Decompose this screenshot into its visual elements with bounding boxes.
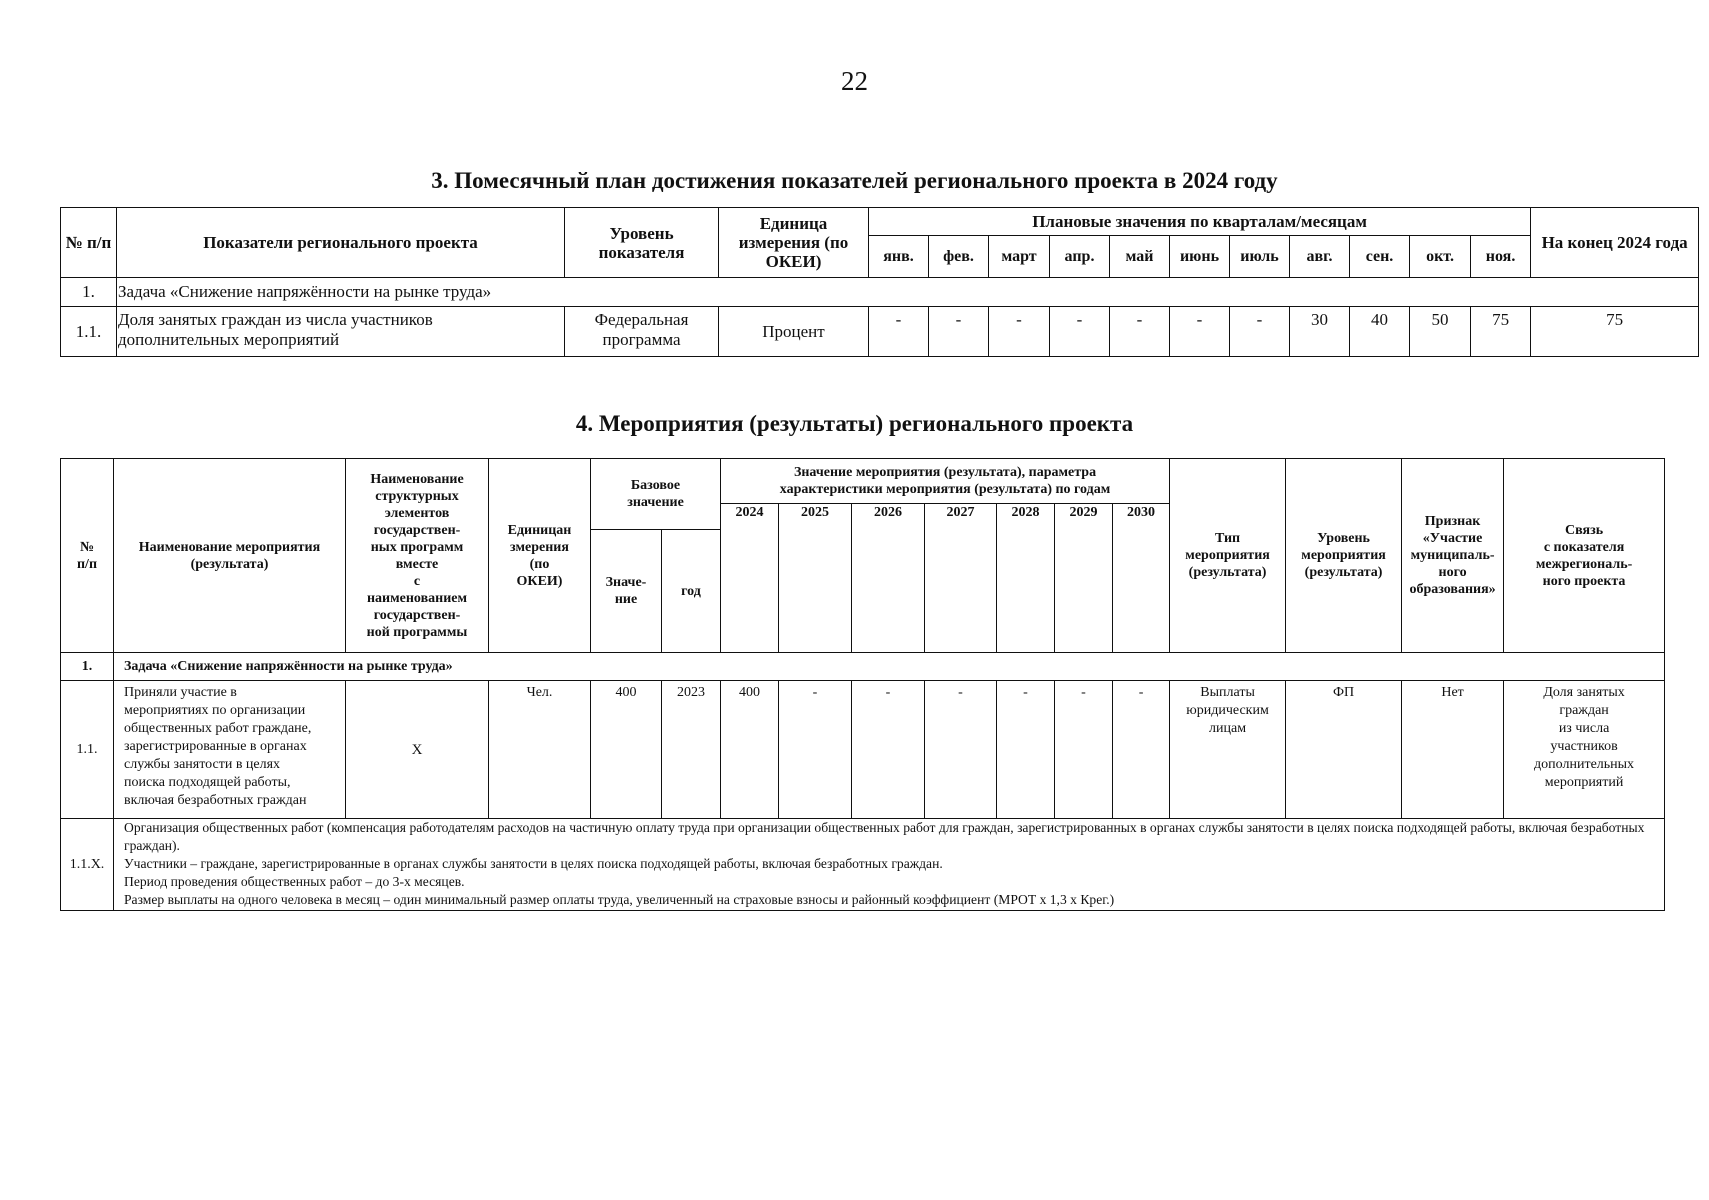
- header-month: сен.: [1350, 236, 1410, 278]
- row-month-value: -: [1170, 307, 1230, 357]
- header-year-end: На конец 2024 года: [1531, 208, 1699, 278]
- header-base-value: Значе- ние: [591, 530, 662, 653]
- header-municipal: Признак «Участие муниципаль- ного образования»: [1402, 459, 1504, 653]
- row-month-value: -: [929, 307, 989, 357]
- header-level: Уровень мероприятия (результата): [1286, 459, 1402, 653]
- header-month: июнь: [1170, 236, 1230, 278]
- monthly-plan-table: [60, 207, 1699, 357]
- header-base: Базовое значение: [591, 459, 721, 530]
- task-num: 1.: [61, 653, 114, 681]
- row-month-value: -: [869, 307, 929, 357]
- header-month: июль: [1230, 236, 1290, 278]
- header-unit: Единица измерения (по ОКЕИ): [719, 208, 869, 278]
- row-month-value: -: [1110, 307, 1170, 357]
- header-month: фев.: [929, 236, 989, 278]
- header-value-by-years: Значение мероприятия (результата), параметра характеристики мероприятия (результата) по годам: [721, 459, 1170, 504]
- note-row: [61, 819, 1665, 911]
- row-unit: Чел.: [489, 681, 591, 819]
- header-month: янв.: [869, 236, 929, 278]
- row-month-value: 40: [1350, 307, 1410, 357]
- row-year-end: 75: [1531, 307, 1699, 357]
- activities-table: [60, 458, 1665, 911]
- table-row: [61, 681, 1665, 819]
- row-month-value: 75: [1471, 307, 1531, 357]
- table-row: [61, 307, 1699, 357]
- task-num: 1.: [61, 278, 117, 307]
- row-year-value: 400: [721, 681, 779, 819]
- row-type: Выплаты юридическим лицам: [1170, 681, 1286, 819]
- row-level: ФП: [1286, 681, 1402, 819]
- header-planned: Плановые значения по кварталам/месяцам: [869, 208, 1531, 236]
- header-month: май: [1110, 236, 1170, 278]
- row-num: 1.1.: [61, 681, 114, 819]
- header-year: 2024: [721, 504, 779, 653]
- row-month-value: 50: [1410, 307, 1471, 357]
- row-level: Федеральная программа: [565, 307, 719, 357]
- row-unit: Процент: [719, 307, 869, 357]
- row-month-value: -: [1230, 307, 1290, 357]
- row-month-value: -: [1050, 307, 1110, 357]
- row-indicator: Доля занятых граждан из числа участников дополнительных мероприятий: [117, 307, 565, 357]
- header-month: март: [989, 236, 1050, 278]
- header-month: ноя.: [1471, 236, 1531, 278]
- row-year-value: -: [1055, 681, 1113, 819]
- header-month: апр.: [1050, 236, 1110, 278]
- header-level: Уровень показателя: [565, 208, 719, 278]
- row-year-value: -: [852, 681, 925, 819]
- page-number: 22: [841, 66, 868, 96]
- section-4-title: 4. Мероприятия (результаты) регионального проекта: [575, 411, 1134, 436]
- row-month-value: -: [989, 307, 1050, 357]
- header-unit: Единицан змерения (по ОКЕИ): [489, 459, 591, 653]
- note-num: 1.1.X.: [61, 819, 114, 911]
- row-base-value: 400: [591, 681, 662, 819]
- header-year: 2026: [852, 504, 925, 653]
- row-name: Приняли участие в мероприятиях по организации общественных работ граждане, зарегистрированные в органах службы занятости в целях поиска подходящей работы, включая безработных граждан: [114, 681, 346, 819]
- header-year: 2027: [925, 504, 997, 653]
- row-year-value: -: [925, 681, 997, 819]
- row-municipal: Нет: [1402, 681, 1504, 819]
- header-type: Тип мероприятия (результата): [1170, 459, 1286, 653]
- header-month: окт.: [1410, 236, 1471, 278]
- header-name: Наименование мероприятия (результата): [114, 459, 346, 653]
- header-year: 2030: [1113, 504, 1170, 653]
- header-base-year: год: [662, 530, 721, 653]
- header-struct: Наименование структурных элементов государствен- ных программ вместе с наименованием государствен- ной программы: [346, 459, 489, 653]
- task-text: Задача «Снижение напряжённости на рынке труда»: [114, 653, 1665, 681]
- task-text: Задача «Снижение напряжённости на рынке труда»: [117, 278, 1699, 307]
- row-month-value: 30: [1290, 307, 1350, 357]
- header-year: 2025: [779, 504, 852, 653]
- row-year-value: -: [1113, 681, 1170, 819]
- row-base-year: 2023: [662, 681, 721, 819]
- header-num: № п/п: [61, 208, 117, 278]
- row-num: 1.1.: [61, 307, 117, 357]
- header-month: авг.: [1290, 236, 1350, 278]
- section-3-title: 3. Помесячный план достижения показателей регионального проекта в 2024 году: [431, 168, 1278, 193]
- header-link: Связь с показателя межрегиональ- ного проекта: [1504, 459, 1665, 653]
- header-indicator: Показатели регионального проекта: [117, 208, 565, 278]
- header-num: № п/п: [61, 459, 114, 653]
- header-year: 2028: [997, 504, 1055, 653]
- row-struct: X: [346, 681, 489, 819]
- row-year-value: -: [779, 681, 852, 819]
- row-year-value: -: [997, 681, 1055, 819]
- note-text: Организация общественных работ (компенсация работодателям расходов на частичную оплату труда при организации общественных работ для граждан, зарегистрированных в органах службы занятости в целях поиска подходящей работы, включая безработных граждан). Участники – граждане, зарегистрированные в органах службы занятости в целях поиска подходящей работы, включая безработных граждан. Период проведения общественных работ – до 3-х месяцев. Размер выплаты на одного человека в месяц – один минимальный размер оплаты труда, увеличенный на страховые взносы и районный коэффициент (МРОТ х 1,3 х Крег.): [114, 819, 1665, 911]
- row-link: Доля занятых граждан из числа участников дополнительных мероприятий: [1504, 681, 1665, 819]
- header-year: 2029: [1055, 504, 1113, 653]
